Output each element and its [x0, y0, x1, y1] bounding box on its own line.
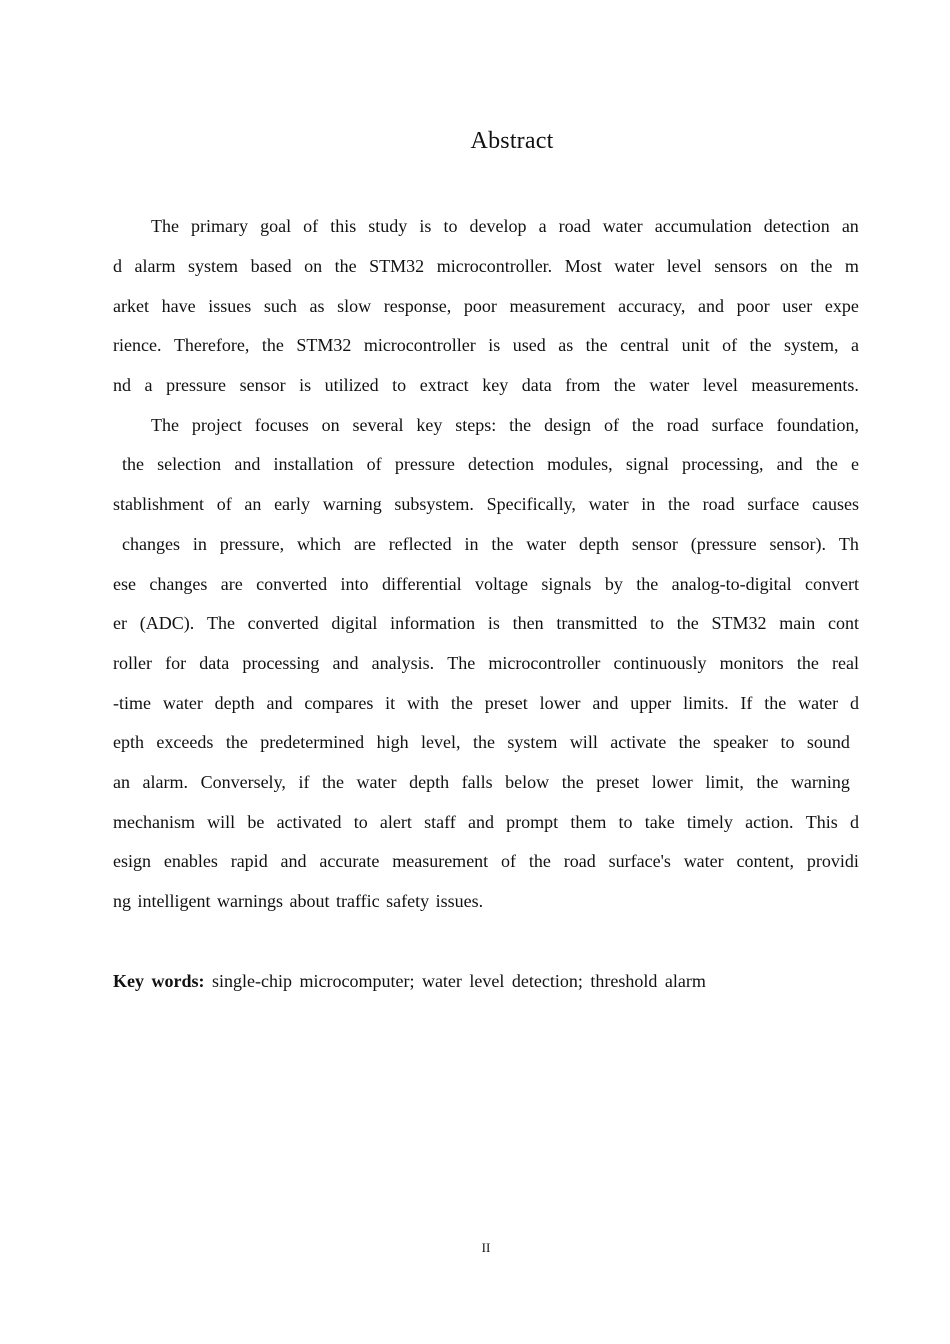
abstract-line: arket have issues such as slow response, poor measurement accuracy, and poor user expe — [113, 295, 859, 316]
keywords-label: Key words: — [113, 971, 205, 991]
abstract-line: The project focuses on several key steps: the design of the road surface foundation, — [151, 414, 859, 435]
abstract-line: changes in pressure, which are reflected in the water depth sensor (pressure sensor). Th — [122, 533, 859, 554]
abstract-line: mechanism will be activated to alert staff and prompt them to take timely action. This d — [113, 811, 859, 832]
abstract-line: stablishment of an early warning subsystem. Specifically, water in the road surface causes — [113, 494, 859, 515]
abstract-line: nd a pressure sensor is utilized to extract key data from the water level measurements. — [113, 375, 859, 396]
abstract-line: roller for data processing and analysis. The microcontroller continuously monitors the real — [113, 652, 859, 673]
abstract-line: The primary goal of this study is to develop a road water accumulation detection an — [151, 216, 859, 237]
abstract-line: er (ADC). The converted digital information is then transmitted to the STM32 main cont — [113, 613, 859, 634]
abstract-line: the selection and installation of pressure detection modules, signal processing, and the e — [122, 454, 859, 475]
abstract-line: d alarm system based on the STM32 microcontroller. Most water level sensors on the m — [113, 256, 859, 277]
page-number: II — [481, 1240, 491, 1255]
abstract-line: an alarm. Conversely, if the water depth falls below the preset lower limit, the warning — [113, 771, 850, 792]
abstract-line: -time water depth and compares it with the preset lower and upper limits. If the water d — [113, 692, 859, 713]
page-title: Abstract — [470, 128, 554, 154]
abstract-line: ese changes are converted into differential voltage signals by the analog-to-digital convert — [113, 573, 859, 594]
abstract-line: esign enables rapid and accurate measurement of the road surface's water content, providi — [113, 851, 859, 872]
abstract-body — [113, 207, 859, 921]
abstract-line: rience. Therefore, the STM32 microcontroller is used as the central unit of the system, a — [113, 335, 859, 356]
keywords — [113, 967, 706, 995]
abstract-line: ng intelligent warnings about traffic safety issues. — [113, 891, 484, 912]
abstract-line: epth exceeds the predetermined high level, the system will activate the speaker to sound — [113, 732, 850, 753]
keywords-text: single-chip microcomputer; water level detection; threshold alarm — [212, 971, 706, 991]
